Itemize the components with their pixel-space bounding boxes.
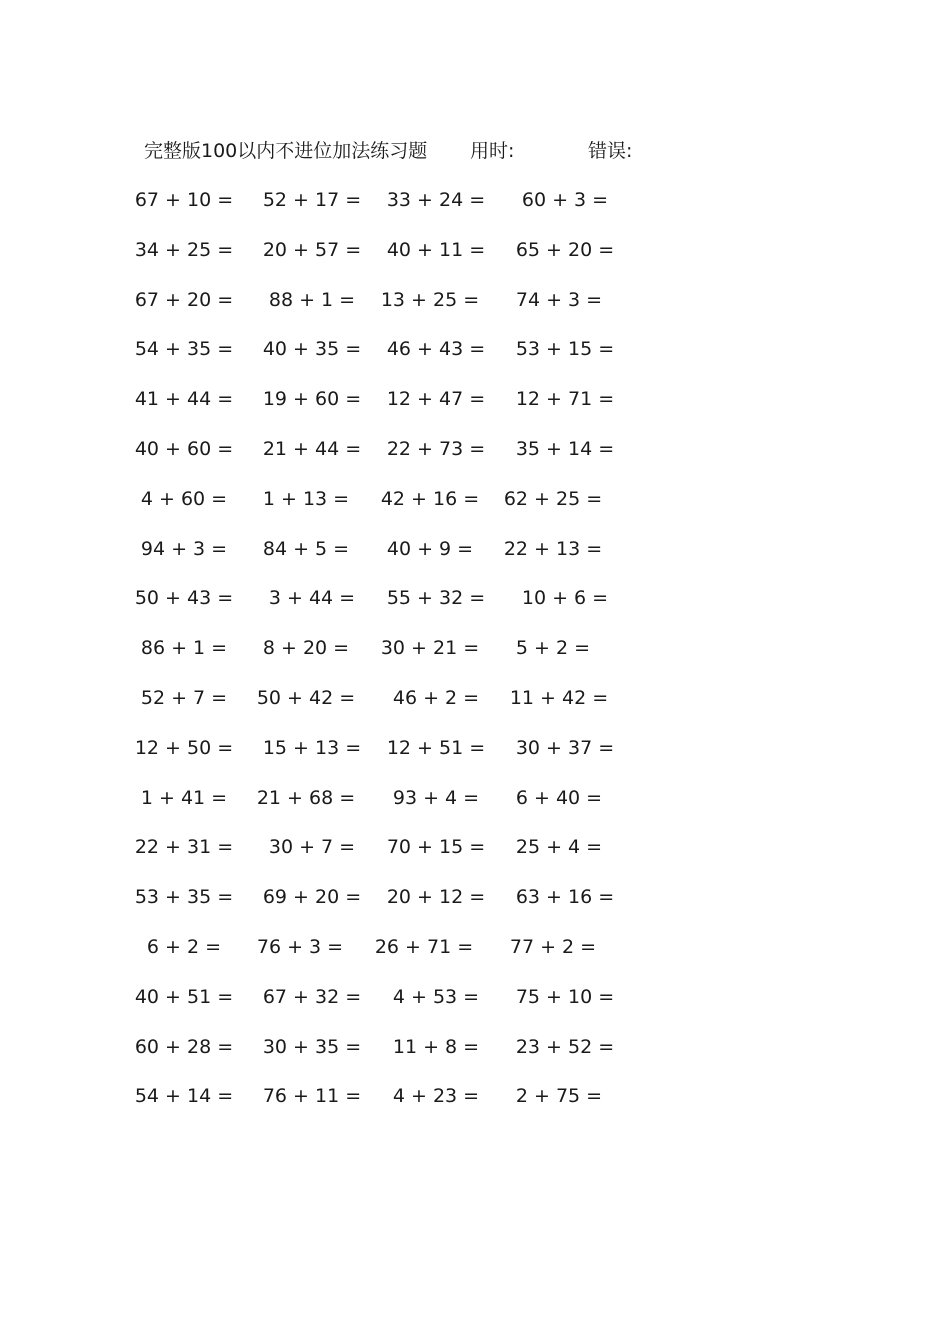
problem-item: 21 + 68 = (256, 786, 356, 809)
problem-item: 30 + 37 = (515, 736, 615, 759)
problem-item: 21 + 44 = (262, 437, 362, 460)
problem-item: 60 + 3 = (521, 189, 609, 211)
problem-item: 22 + 73 = (386, 437, 486, 460)
worksheet-title: 完整版100以内不进位加法练习题 (144, 140, 428, 162)
problem-item: 76 + 3 = (256, 935, 344, 958)
problem-item: 1 + 41 = (140, 786, 228, 809)
problem-row (0, 286, 950, 336)
problem-item: 54 + 14 = (134, 1085, 234, 1108)
problem-item: 52 + 17 = (262, 189, 362, 211)
problem-item: 30 + 21 = (380, 637, 480, 660)
problem-item: 4 + 53 = (392, 985, 480, 1008)
problem-row (0, 983, 950, 1033)
problem-item: 42 + 16 = (380, 487, 480, 510)
problem-row (0, 385, 950, 435)
errors-label: 错误: (588, 140, 633, 162)
problem-item: 54 + 35 = (134, 338, 234, 361)
problem-item: 86 + 1 = (140, 637, 228, 660)
problem-item: 6 + 40 = (515, 786, 603, 809)
problem-item: 62 + 25 = (503, 487, 603, 510)
problem-item: 22 + 13 = (503, 537, 603, 560)
problem-item: 2 + 75 = (515, 1085, 603, 1108)
problem-item: 40 + 9 = (386, 537, 474, 560)
problem-row (0, 535, 950, 585)
problem-item: 12 + 51 = (386, 736, 486, 759)
problem-row (0, 335, 950, 385)
time-label: 用时: (470, 140, 515, 162)
problem-item: 50 + 42 = (256, 686, 356, 709)
problem-item: 40 + 60 = (134, 437, 234, 460)
problem-item: 40 + 35 = (262, 338, 362, 361)
problem-item: 8 + 20 = (262, 637, 350, 660)
problem-item: 12 + 50 = (134, 736, 234, 759)
problem-item: 55 + 32 = (386, 587, 486, 610)
problem-item: 25 + 4 = (515, 836, 603, 859)
problem-item: 33 + 24 = (386, 189, 486, 211)
problem-row (0, 1082, 950, 1132)
problem-item: 93 + 4 = (392, 786, 480, 809)
problem-row (0, 485, 950, 535)
problem-item: 76 + 11 = (262, 1085, 362, 1108)
problem-item: 3 + 44 = (268, 587, 356, 610)
worksheet-header (0, 137, 950, 165)
problem-item: 19 + 60 = (262, 388, 362, 411)
problem-item: 46 + 2 = (392, 686, 480, 709)
problem-row (0, 634, 950, 684)
problem-item: 20 + 57 = (262, 238, 362, 261)
problem-row (0, 684, 950, 734)
problem-item: 1 + 13 = (262, 487, 350, 510)
problem-row (0, 186, 950, 236)
problem-item: 26 + 71 = (374, 935, 474, 958)
problem-item: 50 + 43 = (134, 587, 234, 610)
problem-row (0, 584, 950, 634)
problem-item: 46 + 43 = (386, 338, 486, 361)
problem-item: 11 + 42 = (509, 686, 609, 709)
problem-item: 94 + 3 = (140, 537, 228, 560)
problem-item: 70 + 15 = (386, 836, 486, 859)
problem-item: 12 + 47 = (386, 388, 486, 411)
problem-item: 23 + 52 = (515, 1035, 615, 1058)
problem-item: 69 + 20 = (262, 886, 362, 909)
problem-item: 63 + 16 = (515, 886, 615, 909)
problem-row (0, 883, 950, 933)
problem-item: 67 + 32 = (262, 985, 362, 1008)
problem-item: 77 + 2 = (509, 935, 597, 958)
problem-item: 88 + 1 = (268, 288, 356, 311)
problem-item: 4 + 60 = (140, 487, 228, 510)
problem-item: 4 + 23 = (392, 1085, 480, 1108)
problem-item: 65 + 20 = (515, 238, 615, 261)
problem-row (0, 734, 950, 784)
problem-item: 30 + 7 = (268, 836, 356, 859)
problem-item: 53 + 35 = (134, 886, 234, 909)
problem-item: 40 + 11 = (386, 238, 486, 261)
problem-row (0, 435, 950, 485)
problem-item: 11 + 8 = (392, 1035, 480, 1058)
problem-item: 34 + 25 = (134, 238, 234, 261)
problem-item: 12 + 71 = (515, 388, 615, 411)
problem-item: 75 + 10 = (515, 985, 615, 1008)
problem-item: 67 + 10 = (134, 189, 234, 211)
problem-item: 15 + 13 = (262, 736, 362, 759)
problem-item: 6 + 2 = (146, 935, 222, 958)
problem-item: 53 + 15 = (515, 338, 615, 361)
problem-item: 35 + 14 = (515, 437, 615, 460)
problem-item: 67 + 20 = (134, 288, 234, 311)
problem-row (0, 236, 950, 286)
problem-item: 52 + 7 = (140, 686, 228, 709)
problem-row (0, 1033, 950, 1083)
problem-row (0, 933, 950, 983)
problem-item: 41 + 44 = (134, 388, 234, 411)
problem-item: 10 + 6 = (521, 587, 609, 610)
problem-item: 84 + 5 = (262, 537, 350, 560)
problem-item: 20 + 12 = (386, 886, 486, 909)
problem-row (0, 784, 950, 834)
problem-item: 60 + 28 = (134, 1035, 234, 1058)
problem-item: 74 + 3 = (515, 288, 603, 311)
problem-item: 22 + 31 = (134, 836, 234, 859)
problem-item: 5 + 2 = (515, 637, 591, 660)
problem-item: 13 + 25 = (380, 288, 480, 311)
problem-item: 30 + 35 = (262, 1035, 362, 1058)
problem-item: 40 + 51 = (134, 985, 234, 1008)
problem-row (0, 833, 950, 883)
problem-grid (0, 186, 950, 1132)
